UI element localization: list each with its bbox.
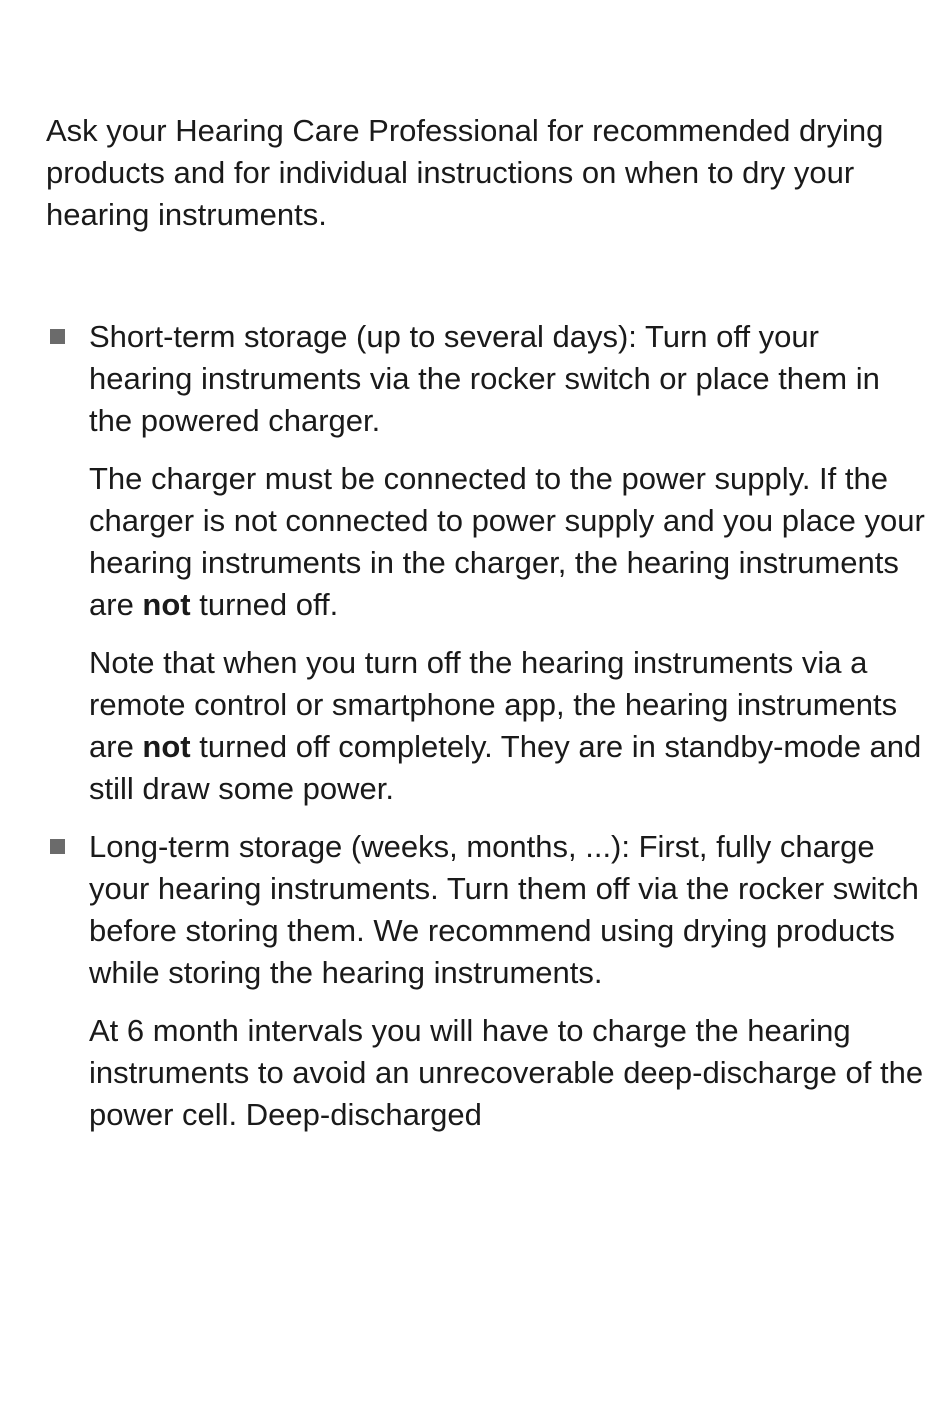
remote-control-note-end: turned off completely. They are in standby-mode and still draw some power. xyxy=(89,729,922,806)
intro-paragraph: Ask your Hearing Care Professional for recommended drying products and for individual instructions on when to dry your hearing instruments. xyxy=(46,113,884,232)
list-item-short-term-storage xyxy=(46,316,926,810)
square-bullet-icon xyxy=(50,839,65,854)
square-bullet-icon xyxy=(50,329,65,344)
remote-control-note-paragraph xyxy=(89,642,926,810)
charge-interval-paragraph: At 6 month intervals you will have to charge the hearing instruments to avoid an unrecoverable deep-discharge of the power cell. Deep-discharged xyxy=(89,1013,924,1132)
charger-note-paragraph xyxy=(89,458,926,626)
list-item-long-term-storage xyxy=(46,826,926,1136)
short-term-storage-paragraph: Short-term storage (up to several days): Turn off your hearing instruments via the rocker switch or place them in the powered charger. xyxy=(89,319,880,438)
emphasis-not: not xyxy=(142,587,191,622)
long-term-storage-paragraph: Long-term storage (weeks, months, ...): First, fully charge your hearing instruments. Turn them off via the rocker switch before storing them. We recommend using drying products while storing the hearing instruments. xyxy=(89,829,919,990)
storage-list xyxy=(46,316,926,1152)
emphasis-not: not xyxy=(142,729,191,764)
remote-control-note-text: Note that when you turn off the hearing instruments via a remote control or smartphone app, the hearing instruments are xyxy=(89,645,898,764)
charger-note-end: turned off. xyxy=(190,587,339,622)
charger-note-text: The charger must be connected to the power supply. If the charger is not connected to power supply and you place your hearing instruments in the charger, the hearing instruments are xyxy=(89,461,925,622)
